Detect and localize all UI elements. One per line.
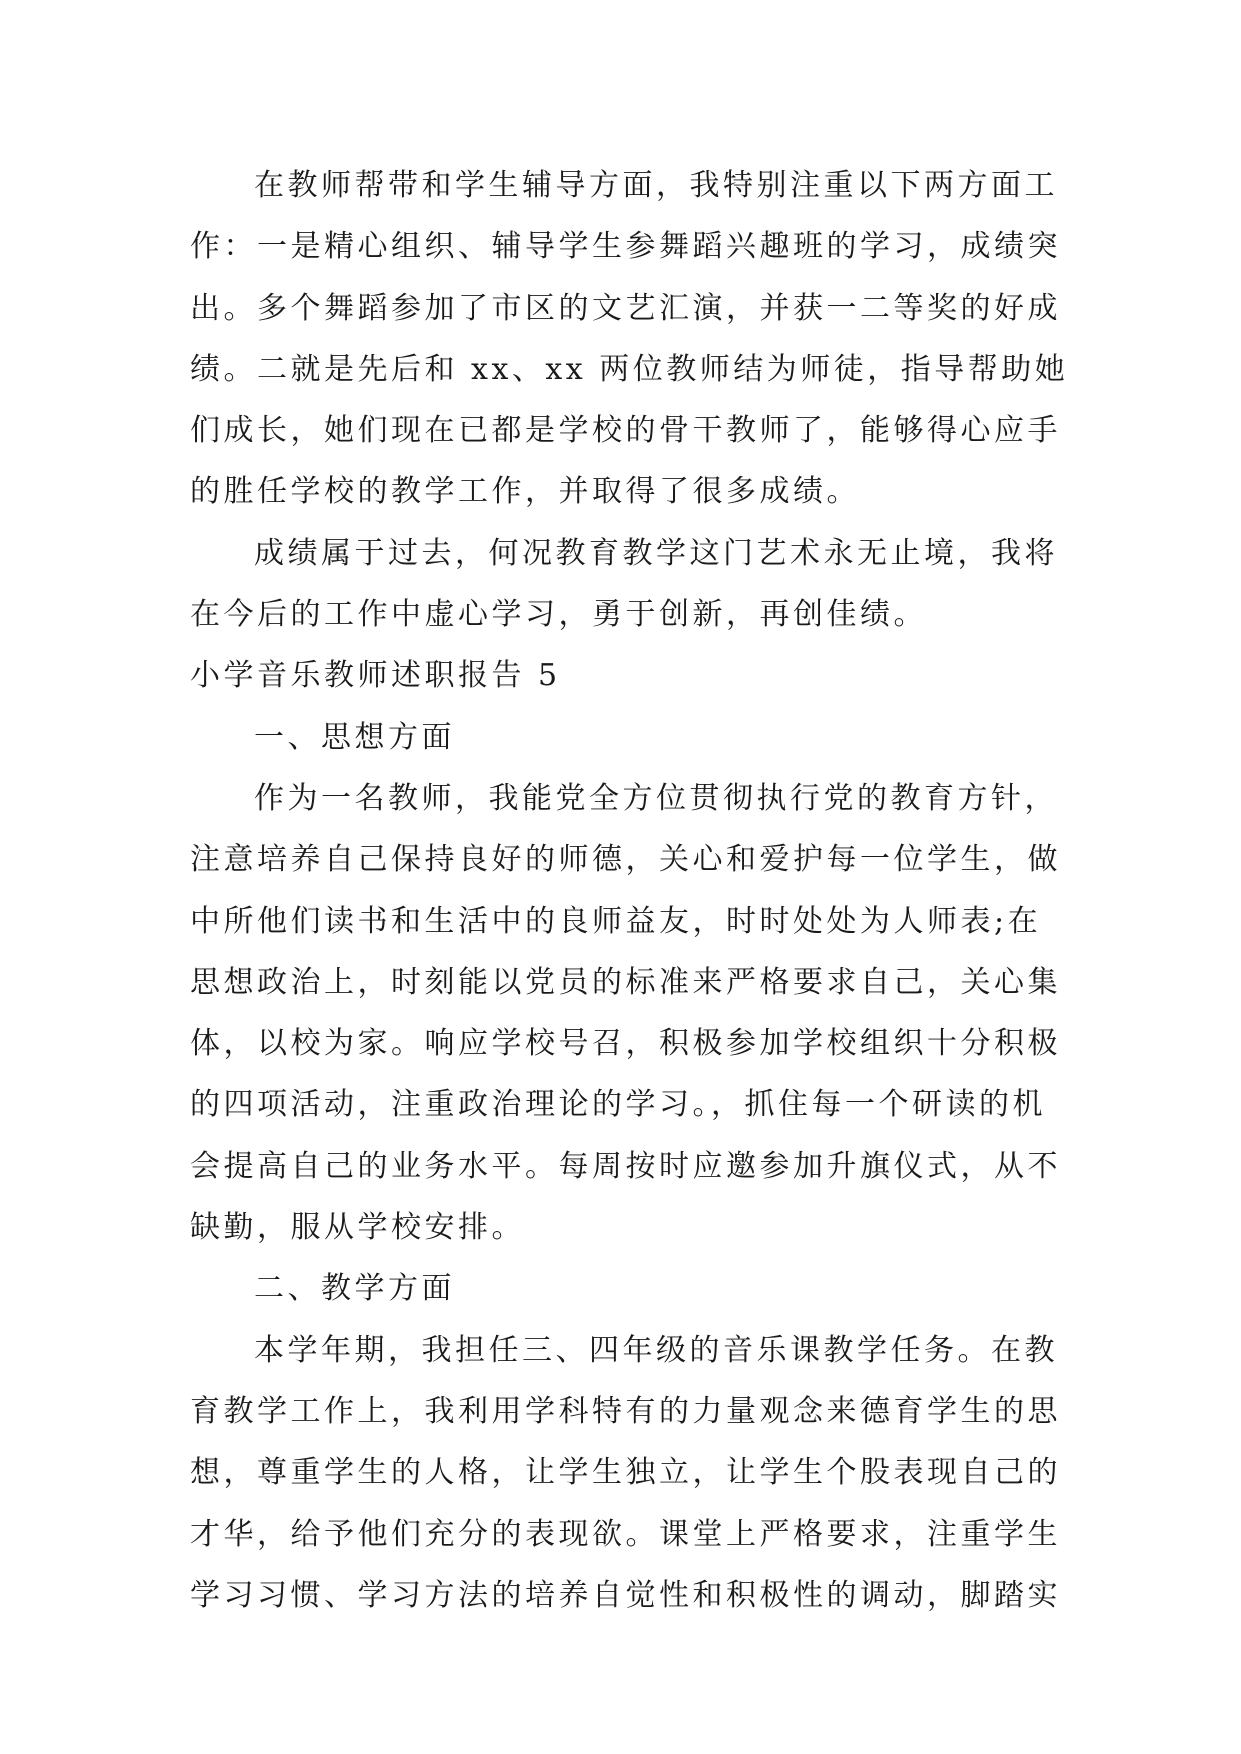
text-line: 体，以校为家。响应学校号召，积极参加学校组织十分积极 [190, 1026, 1061, 1062]
text-line: 成绩属于过去，何况教育教学这门艺术永无止境，我将 [254, 535, 1058, 571]
text-line: 小学音乐教师述职报告 5 [190, 658, 561, 694]
text-line: 的胜任学校的教学工作，并取得了很多成绩。 [190, 474, 860, 510]
text-line: 本学年期，我担任三、四年级的音乐课教学任务。在教 [254, 1332, 1058, 1368]
text-line: 会提高自己的业务水平。每周按时应邀参加升旗仪式，从不 [190, 1148, 1061, 1184]
text-line: 一、思想方面 [254, 719, 455, 755]
text-line: 才华，给予他们充分的表现欲。课堂上严格要求，注重学生 [190, 1516, 1061, 1552]
text-line: 中所他们读书和生活中的良师益友，时时处处为人师表;在 [190, 903, 1042, 939]
text-line: 学习习惯、学习方法的培养自觉性和积极性的调动，脚踏实 [190, 1577, 1061, 1613]
text-line: 出。多个舞蹈参加了市区的文艺汇演，并获一二等奖的好成 [190, 290, 1061, 326]
text-line: 想，尊重学生的人格，让学生独立，让学生个股表现自己的 [190, 1455, 1061, 1491]
text-line: 注意培养自己保持良好的师德，关心和爱护每一位学生，做 [190, 842, 1061, 878]
text-line: 作：一是精心组织、辅导学生参舞蹈兴趣班的学习，成绩突 [190, 229, 1061, 265]
document-body [190, 155, 1070, 1626]
text-line: 育教学工作上，我利用学科特有的力量观念来德育学生的思 [190, 1393, 1061, 1429]
text-line: 在今后的工作中虚心学习，勇于创新，再创佳绩。 [190, 597, 927, 633]
text-line: 思想政治上，时刻能以党员的标准来严格要求自己，关心集 [190, 964, 1061, 1000]
text-line: 的四项活动，注重政治理论的学习。，抓住每一个研读的机 [190, 1087, 1046, 1123]
text-line: 们成长，她们现在已都是学校的骨干教师了，能够得心应手 [190, 413, 1061, 449]
text-line: 缺勤，服从学校安排。 [190, 1210, 525, 1246]
text-line: 在教师帮带和学生辅导方面，我特别注重以下两方面工 [254, 168, 1058, 203]
text-line: 绩。二就是先后和 xx、xx 两位教师结为师徒，指导帮助她 [190, 351, 1069, 387]
text-line: 作为一名教师，我能党全方位贯彻执行党的教育方针， [254, 780, 1058, 816]
text-line: 二、教学方面 [254, 1271, 455, 1307]
